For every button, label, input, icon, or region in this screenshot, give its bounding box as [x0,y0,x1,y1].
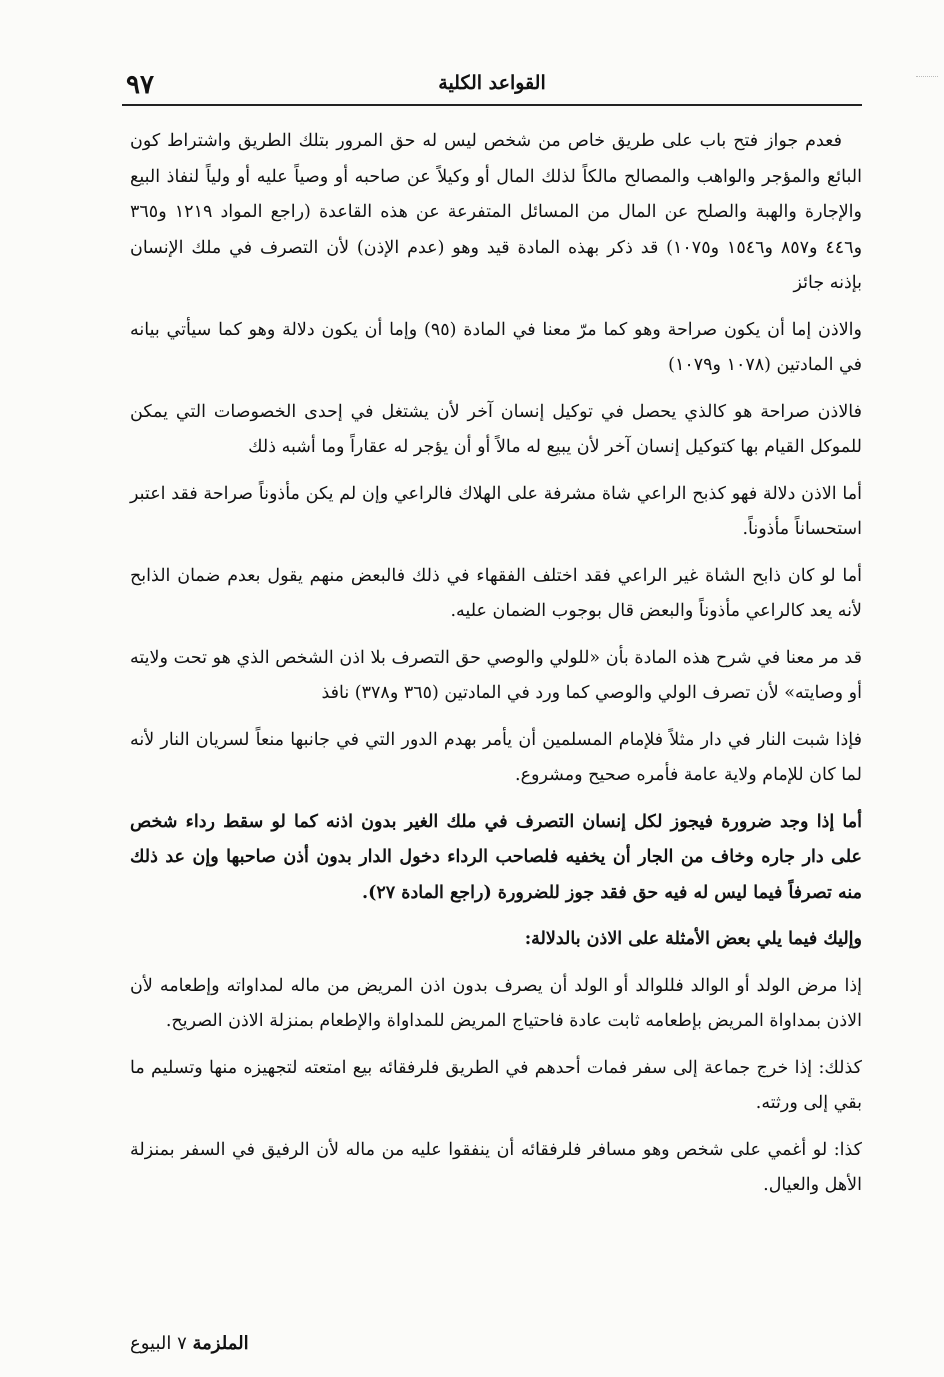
footer-signature-text: ٧ البيوع [130,1333,187,1354]
paragraph: أما لو كان ذابح الشاة غير الراعي فقد اختلف الفقهاء في ذلك فالبعض منهم يقول بعدم ضمان الذابح لأنه يعد كالراعي مأذوناً والبعض قال بوجوب الضمان عليه. [130,565,862,621]
page-footer [130,1333,430,1354]
scan-artifact [916,76,938,77]
paragraph: أما الاذن دلالة فهو كذبح الراعي شاة مشرفة على الهلاك فالراعي وإن لم يكن مأذوناً صراحة فقد اعتبر استحساناً مأذوناً. [130,483,862,539]
running-title: القواعد الكلية [438,72,546,94]
paragraph: إذا مرض الولد أو الوالد فللوالد أو الولد أن يصرف بدون اذن المريض من ماله لمداواته وإطعامه لأن الاذن بمداواة المريض بإطعامه ثابت عادة فاحتياج المريض للمداواة والإطعام بمنزلة الاذن الصريح. [130,975,862,1031]
paragraph: فالاذن صراحة هو كالذي يحصل في توكيل إنسان آخر لأن يشتغل في إحدى الخصوصات التي يمكن للموكل القيام بها كتوكيل إنسان آخر لأن يبيع له مالاً أو أن يؤجر له عقاراً وما أشبه ذلك [130,401,862,457]
paragraph: وإليك فيما يلي بعض الأمثلة على الاذن بالدلالة: [524,929,862,949]
paragraph: كذا: لو أغمي على شخص وهو مسافر فلرفقائه أن ينفقوا عليه من ماله لأن الرفيق في السفر بمنزلة الأهل والعيال. [130,1139,862,1195]
paragraph: والاذن إما أن يكون صراحة وهو كما مرّ معنا في المادة (٩٥) وإما أن يكون دلالة وهو كما سيأتي بيانه في المادتين (١٠٧٨ و١٠٧٩) [130,319,862,375]
paragraph: أما إذا وجد ضرورة فيجوز لكل إنسان التصرف في ملك الغير بدون اذنه كما لو سقط رداء شخص على دار جاره وخاف من الجار أن يخفيه فلصاحب الرداء دخول الدار بدون أذن صاحبها وإن عد ذلك منه تصرفاً فيما ليس له فيه حق فقد جوز للضرورة (راجع المادة ٢٧). [130,811,862,903]
page-header [122,64,862,102]
footer-signature-label: الملزمة [192,1333,249,1354]
page-number: ٩٧ [126,70,154,100]
header-divider [122,104,862,106]
paragraph: كذلك: إذا خرج جماعة إلى سفر فمات أحدهم في الطريق فلرفقائه بيع امتعته لتجهيزه منها وتسليم ما بقي إلى ورثته. [130,1057,862,1113]
paragraph: قد مر معنا في شرح هذه المادة بأن «للولي والوصي حق التصرف بلا اذن الشخص الذي هو تحت ولايته أو وصايته» لأن تصرف الولي والوصي كما ورد في المادتين (٣٦٥ و٣٧٨) نافذ [130,647,862,703]
paragraph: فإذا شبت النار في دار مثلاً فلإمام المسلمين أن يأمر بهدم الدور التي في جانبها منعاً لسريان النار لأنه لما كان للإمام ولاية عامة فأمره صحيح ومشروع. [130,729,862,785]
body-text [130,124,862,1215]
paragraph: فعدم جواز فتح باب على طريق خاص من شخص ليس له حق المرور بتلك الطريق واشتراط كون البائع والمؤجر والواهب والمصالح مالكاً لذلك المال أو وكيلاً عن صاحبه أو وصياً عليه أو ولياً لنفاذ البيع والإجارة والهبة والصلح عن المال من المسائل المتفرعة عن هذه القاعدة (راجع المواد ١٢١٩ و٣٦٥ و٤٤٦ و٨٥٧ و١٥٤٦ و١٠٧٥) قد ذكر بهذه المادة قيد وهو (عدم الإذن) لأن التصرف في ملك الإنسان بإذنه جائز [130,131,863,293]
